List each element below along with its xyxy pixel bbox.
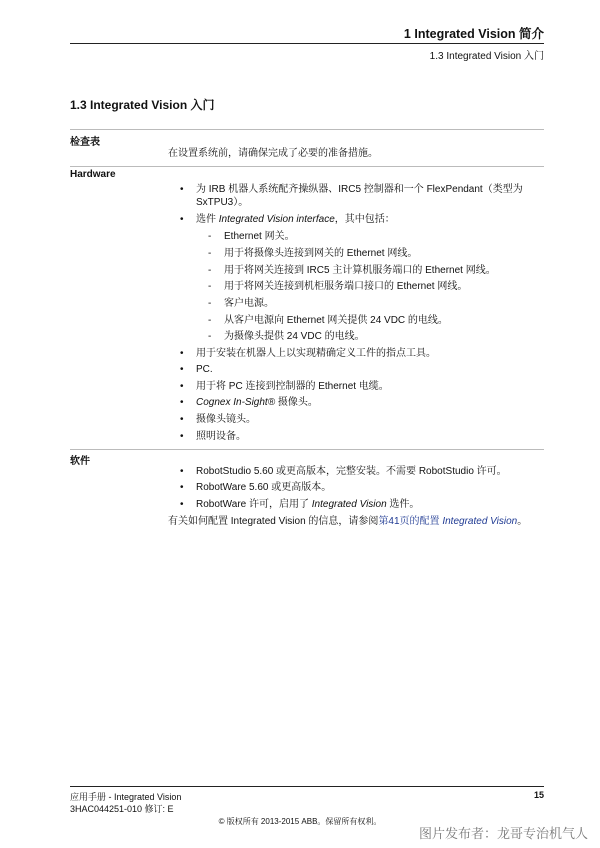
- bullet: •: [180, 397, 184, 408]
- checklist-label: 检查表: [70, 137, 100, 148]
- dash: -: [208, 265, 212, 276]
- section-title: 1.3 Integrated Vision 入门: [70, 98, 215, 112]
- subitem-irc5-cable: 用于将网关连接到 IRC5 主计算机服务端口的 Ethernet 网线。: [224, 265, 496, 276]
- dash: -: [208, 298, 212, 309]
- dash: -: [208, 281, 212, 292]
- bullet: •: [180, 348, 184, 359]
- dash: -: [208, 231, 212, 242]
- hardware-item-lens: 摄像头镜头。: [196, 414, 256, 425]
- bullet: •: [180, 364, 184, 375]
- hardware-rule: [70, 166, 544, 167]
- hardware-item-pointing-tool: 用于安装在机器人上以实现精确定义工件的指点工具。: [196, 348, 436, 359]
- bullet: •: [180, 184, 184, 195]
- header-rule: [70, 43, 544, 44]
- software-rule: [70, 449, 544, 450]
- section-header: 1.3 Integrated Vision 入门: [429, 51, 544, 62]
- watermark: 图片发布者：龙哥专治机气人: [418, 826, 588, 841]
- footer-rule: [70, 786, 544, 787]
- bullet: •: [180, 499, 184, 510]
- config-link[interactable]: 第41页的配置 Integrated Vision: [378, 516, 518, 527]
- bullet: •: [180, 381, 184, 392]
- software-item-license: RobotWare 许可，启用了 Integrated Vision 选件。: [196, 499, 420, 510]
- subitem-customer-power: 客户电源。: [224, 298, 274, 309]
- hardware-item-ethernet-cable: 用于将 PC 连接到控制器的 Ethernet 电缆。: [196, 381, 389, 392]
- software-item-robotstudio: RobotStudio 5.60 或更高版本，完整安装。不需要 RobotStudio 许可。: [196, 466, 507, 477]
- hardware-label: Hardware: [70, 169, 116, 180]
- hardware-item-lighting: 照明设备。: [196, 431, 246, 442]
- dash: -: [208, 248, 212, 259]
- hardware-item-pc: PC.: [196, 364, 213, 375]
- page-number: 15: [533, 790, 544, 800]
- bullet: •: [180, 414, 184, 425]
- subitem-cabinet-cable: 用于将网关连接到机柜服务端口接口的 Ethernet 网线。: [224, 281, 468, 292]
- bullet: •: [180, 431, 184, 442]
- config-reference: 有关如何配置 Integrated Vision 的信息，请参阅第41页的配置 Integrated Vision。: [168, 516, 528, 527]
- checklist-rule: [70, 129, 544, 130]
- footer-manual-title: 应用手册 - Integrated Vision: [70, 792, 182, 802]
- subitem-ethernet-gateway: Ethernet 网关。: [224, 231, 295, 242]
- software-label: 软件: [70, 456, 90, 467]
- bullet: •: [180, 482, 184, 493]
- hardware-item-iv-interface: 选件 Integrated Vision interface，其中包括：: [196, 214, 395, 225]
- hardware-item-camera: Cognex In-Sight® 摄像头。: [196, 397, 318, 408]
- footer-doc-id: 3HAC044251-010 修订: E: [70, 804, 174, 814]
- subitem-camera-power: 为摄像头提供 24 VDC 的电线。: [224, 331, 365, 342]
- checklist-intro: 在设置系统前，请确保完成了必要的准备措施。: [168, 148, 378, 159]
- footer-copyright: © 版权所有 2013-2015 ABB。保留所有权利。: [218, 817, 382, 826]
- software-item-robotware: RobotWare 5.60 或更高版本。: [196, 482, 332, 493]
- subitem-camera-cable: 用于将摄像头连接到网关的 Ethernet 网线。: [224, 248, 418, 259]
- bullet: •: [180, 214, 184, 225]
- hardware-item-robot-system: 为 IRB 机器人系统配齐操纵器、IRC5 控制器和一个 FlexPendant（类型为: [196, 184, 523, 195]
- chapter-header: 1 Integrated Vision 简介: [403, 27, 544, 41]
- bullet: •: [180, 466, 184, 477]
- subitem-gateway-power: 从客户电源向 Ethernet 网关提供 24 VDC 的电线。: [224, 315, 448, 326]
- dash: -: [208, 331, 212, 342]
- hardware-item-robot-system-cont: SxTPU3）。: [196, 197, 249, 208]
- dash: -: [208, 315, 212, 326]
